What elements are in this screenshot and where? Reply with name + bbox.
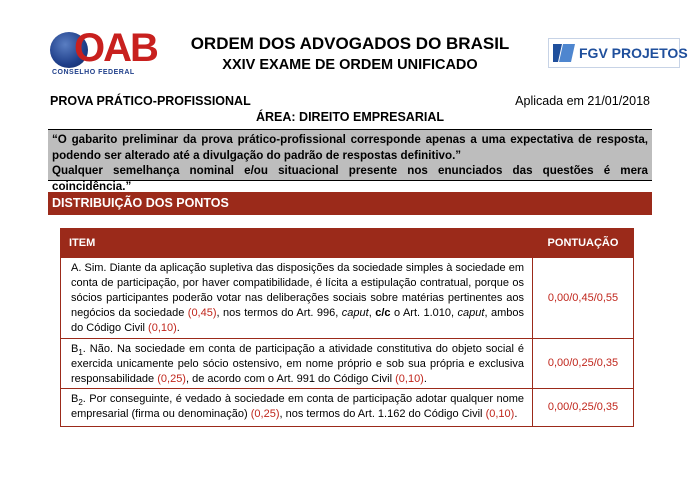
oab-logo-caption: CONSELHO FEDERAL (52, 69, 135, 76)
column-header-score: PONTUAÇÃO (547, 237, 619, 249)
partial-score: (0,25) (157, 373, 186, 385)
fgv-mark-icon (553, 44, 575, 62)
table-row (61, 338, 633, 388)
notice-box (48, 129, 652, 193)
oab-logo-letters: OAB (74, 26, 157, 70)
item-score: 0,00/0,45/0,55 (547, 291, 619, 304)
section-header: DISTRIBUIÇÃO DOS PONTOS (48, 192, 652, 215)
page-subtitle: XXIV EXAME DE ORDEM UNIFICADO (222, 57, 478, 73)
item-text: A. Sim. Diante da aplicação supletiva das disposições da sociedade simples à sociedade em conta de participação, por haver compatibilidade, é lícita a estipulação contratual, porque os sócios participantes poderão votar nas deliberações sociais sobre matérias pertinentes aos negócios da sociedade (0,45), nos termos do Art. 996, caput, c/c o Art. 1.010, caput, ambos do Código Civil (0,10). (61, 258, 533, 338)
exam-date: Aplicada em 21/01/2018 (515, 94, 650, 108)
partial-score: (0,25) (250, 408, 280, 420)
fgv-logo (548, 38, 688, 68)
points-table (60, 228, 634, 427)
table-row (61, 388, 633, 426)
table-row (61, 257, 633, 338)
partial-score: (0,10) (148, 322, 177, 334)
exam-area: ÁREA: DIREITO EMPRESARIAL (256, 110, 444, 124)
notice-line-2: Qualquer semelhança nominal e/ou situacional presente nos enunciados das questões é mera coincidência.” (52, 164, 648, 193)
item-score: 0,00/0,25/0,35 (547, 357, 619, 369)
item-text: $B_2$. Por conseguinte, é vedado à sociedade em conta de participação adotar qualquer nome empresarial (firma ou denominação) (0,25), nos termos do Art. 1.162 do Código Civil (0,10). (61, 389, 533, 426)
exam-type: PROVA PRÁTICO-PROFISSIONAL (50, 94, 251, 108)
table-header (61, 229, 633, 257)
item-score: 0,00/0,25/0,35 (547, 401, 619, 413)
partial-score: (0,10) (485, 408, 515, 420)
partial-score: (0,10) (395, 373, 424, 385)
column-header-item: ITEM (69, 237, 96, 249)
partial-score: (0,45) (187, 307, 217, 319)
fgv-logo-text: FGV PROJETOS (579, 45, 688, 61)
item-text: $B_1$. Não. Na sociedade em conta de participação a atividade constitutiva do objeto social é exercida unicamente pelo sócio ostensivo, em nome próprio e sob sua própria e exclusiva responsabilidade (0,25), de acordo com o Art. 991 do Código Civil (0,10). (61, 339, 533, 388)
notice-line-1: “O gabarito preliminar da prova prático-profissional corresponde apenas a uma expectativa de resposta, podendo ser alterado até a divulgação do padrão de respostas definitivo.” (52, 133, 648, 162)
page-title: ORDEM DOS ADVOGADOS DO BRASIL (190, 34, 510, 53)
